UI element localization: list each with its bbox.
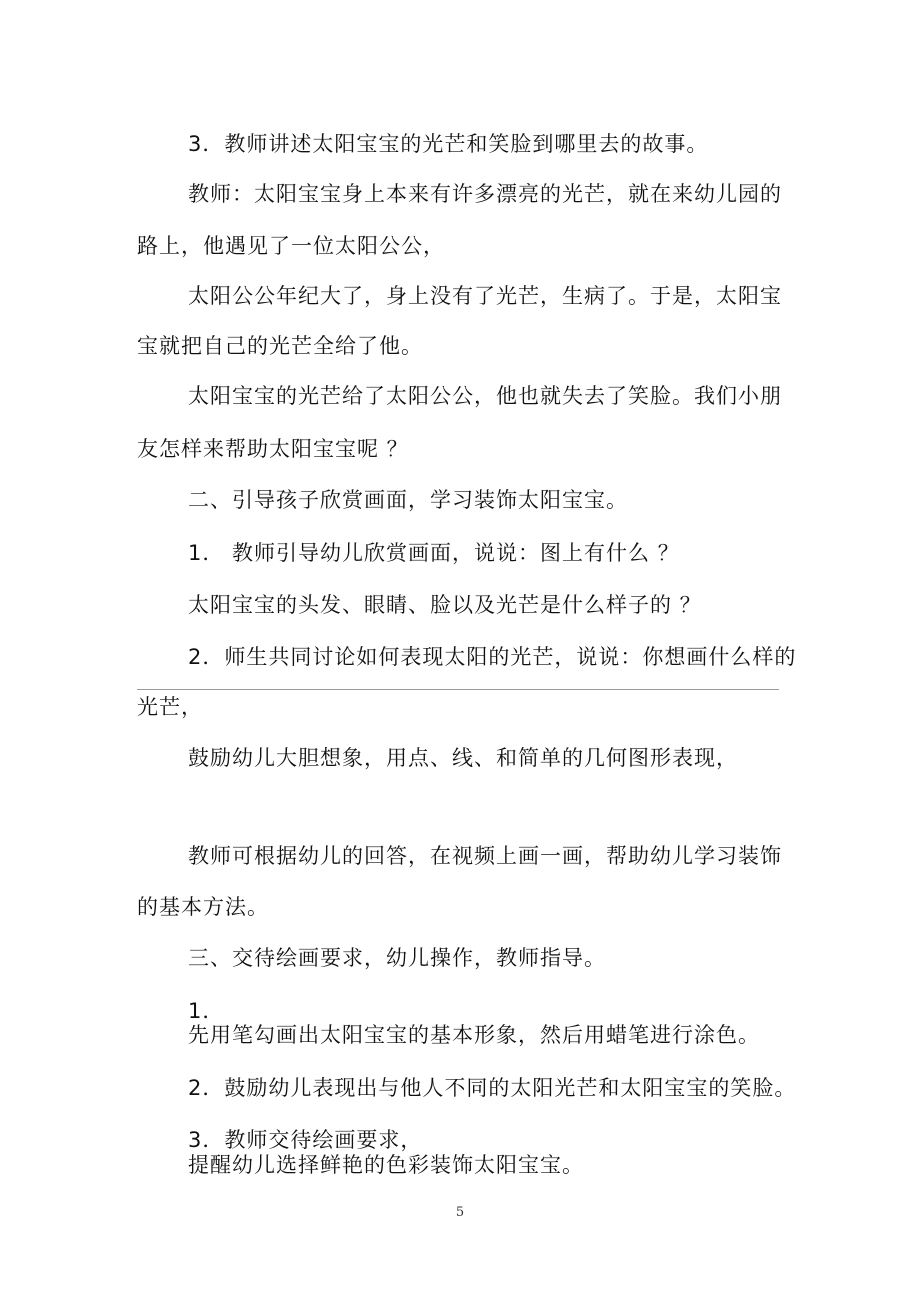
text-line: 2．鼓励幼儿表现出与他人不同的太阳光芒和太阳宝宝的笑脸。 bbox=[188, 1076, 797, 1100]
text-line: 提醒幼儿选择鲜艳的色彩装饰太阳宝宝。 bbox=[188, 1153, 584, 1177]
text-line: 光芒， bbox=[137, 695, 203, 719]
text-line: 1． 教师引导幼儿欣赏画面，说说：图上有什么 ？ bbox=[188, 541, 680, 565]
text-line: 的基本方法。 bbox=[137, 895, 269, 919]
text-line: 宝就把自己的光芒全给了他。 bbox=[137, 334, 423, 358]
text-line: 太阳公公年纪大了，身上没有了光芒，生病了。于是，太阳宝 bbox=[188, 284, 782, 308]
text-line: 路上，他遇见了一位太阳公公， bbox=[137, 234, 445, 258]
text-line: 3．教师讲述太阳宝宝的光芒和笑脸到哪里去的故事。 bbox=[188, 132, 709, 156]
text-line: 友怎样来帮助太阳宝宝呢 ？ bbox=[137, 437, 409, 461]
text-line: 2．师生共同讨论如何表现太阳的光芒，说说：你想画什么样的 bbox=[188, 645, 797, 669]
page-number: 5 bbox=[455, 1205, 465, 1220]
text-line: 鼓励幼儿大胆想象，用点、线、和简单的几何图形表现， bbox=[188, 746, 738, 770]
text-line: 教师：太阳宝宝身上本来有许多漂亮的光芒，就在来幼儿园的 bbox=[188, 182, 782, 206]
text-line: 3．教师交待绘画要求， bbox=[188, 1128, 423, 1152]
horizontal-rule bbox=[137, 689, 779, 690]
text-line: 1． bbox=[188, 999, 225, 1023]
text-line: 教师可根据幼儿的回答，在视频上画一画，帮助幼儿学习装饰 bbox=[188, 844, 782, 868]
text-line: 三、交待绘画要求，幼儿操作，教师指导。 bbox=[188, 946, 606, 970]
text-line: 太阳宝宝的光芒给了太阳公公，他也就失去了笑脸。我们小朋 bbox=[188, 384, 782, 408]
text-line: 二、引导孩子欣赏画面，学习装饰太阳宝宝。 bbox=[188, 488, 628, 512]
text-line: 太阳宝宝的头发、眼睛、脸以及光芒是什么样子的 ？ bbox=[188, 593, 702, 617]
text-line: 先用笔勾画出太阳宝宝的基本形象，然后用蜡笔进行涂色。 bbox=[188, 1023, 760, 1047]
